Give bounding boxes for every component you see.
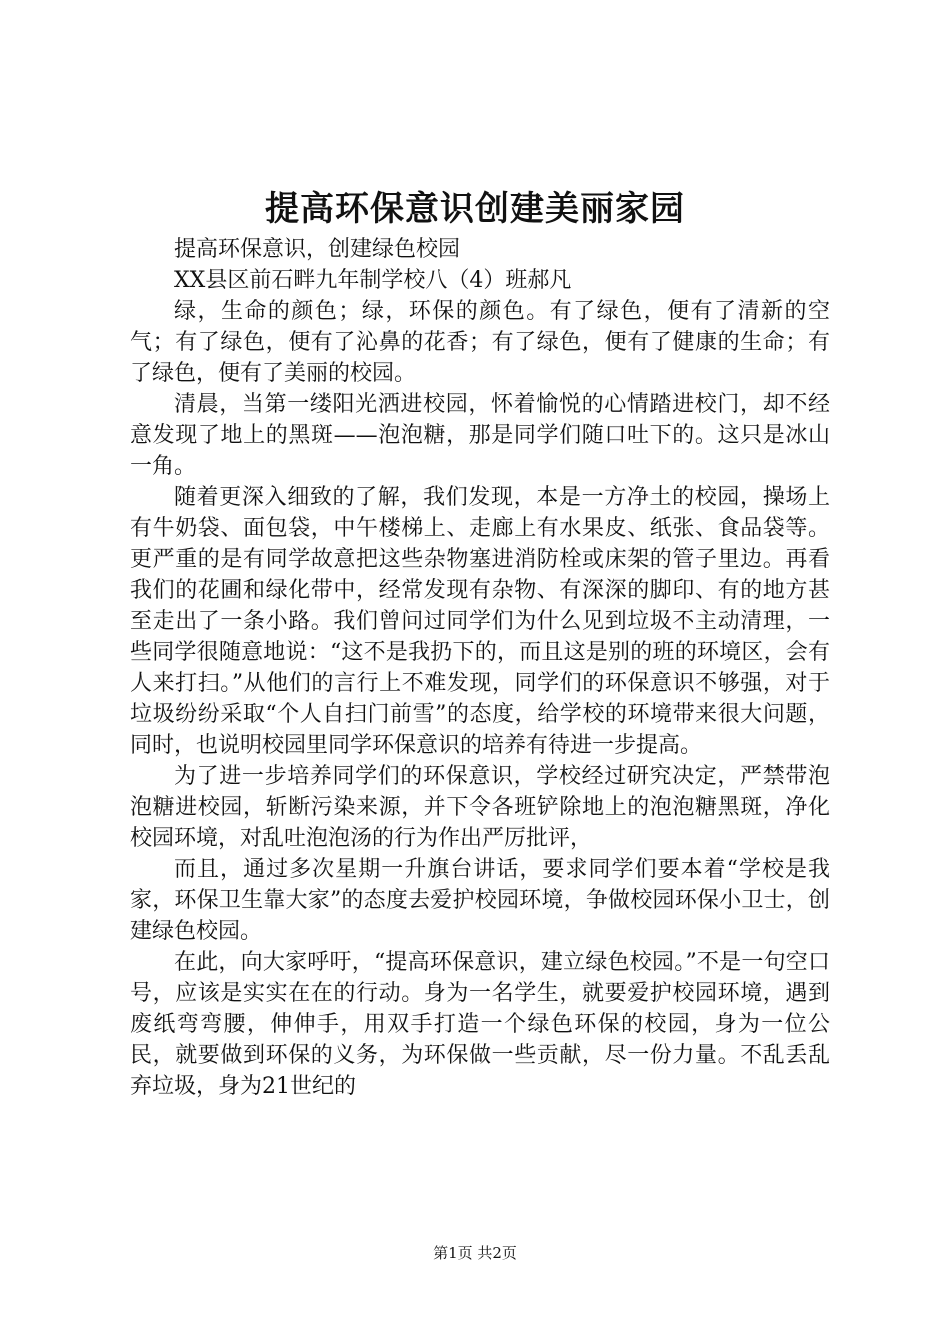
- paragraph-1: 绿，生命的颜色；绿，环保的颜色。有了绿色，便有了清新的空气；有了绿色，便有了沁鼻的花香；有了绿色，便有了健康的生命；有了绿色，便有了美丽的校园。: [130, 299, 830, 386]
- paragraph-3: 随着更深入细致的了解，我们发现，本是一方净土的校园，操场上有牛奶袋、面包袋，中午楼梯上、走廊上有水果皮、纸张、食品袋等。更严重的是有同学故意把这些杂物塞进消防栓或床架的管子里边。再看我们的花圃和绿化带中，经常发现有杂物、有深深的脚印、有的地方甚至走出了一条小路。我们曾问过同学们为什么见到垃圾不主动清理，一些同学很随意地说：“这不是我扔下的，而且这是别的班的环境区，会有人来打扫。”从他们的言行上不难发现，同学们的环保意识不够强，对于垃圾纷纷采取“个人自扫门前雪”的态度，给学校的环境带来很大问题，同时，也说明校园里同学环保意识的培养有待进一步提高。: [130, 485, 830, 758]
- paragraph-5: 而且，通过多次星期一升旗台讲话，要求同学们要本着“学校是我家，环保卫生靠大家”的态度去爱护校园环境，争做校园环保小卫士，创建绿色校园。: [130, 857, 830, 944]
- page-footer: 第1页 共2页: [433, 1244, 517, 1262]
- author-line: XX县区前石畔九年制学校八（4）班郝凡: [174, 268, 572, 293]
- document-title: 提高环保意识创建美丽家园: [265, 189, 685, 229]
- paragraph-2: 清晨，当第一缕阳光洒进校园，怀着愉悦的心情踏进校门，却不经意发现了地上的黑斑——泡泡糖，那是同学们随口吐下的。这只是冰山一角。: [130, 392, 830, 479]
- document-body: [130, 234, 830, 1102]
- document-subtitle: 提高环保意识，创建绿色校园: [174, 237, 461, 262]
- paragraph-4: 为了进一步培养同学们的环保意识，学校经过研究决定，严禁带泡泡糖进校园，斩断污染来源，并下令各班铲除地上的泡泡糖黑斑，净化校园环境，对乱吐泡泡汤的行为作出严厉批评，: [130, 764, 830, 851]
- paragraph-6: 在此，向大家呼吁，“提高环保意识，建立绿色校园。”不是一句空口号，应该是实实在在的行动。身为一名学生，就要爱护校园环境，遇到废纸弯弯腰，伸伸手，用双手打造一个绿色环保的校园，身为一位公民，就要做到环保的义务，为环保做一些贡献，尽一份力量。不乱丢乱弃垃圾，身为21世纪的: [130, 950, 830, 1099]
